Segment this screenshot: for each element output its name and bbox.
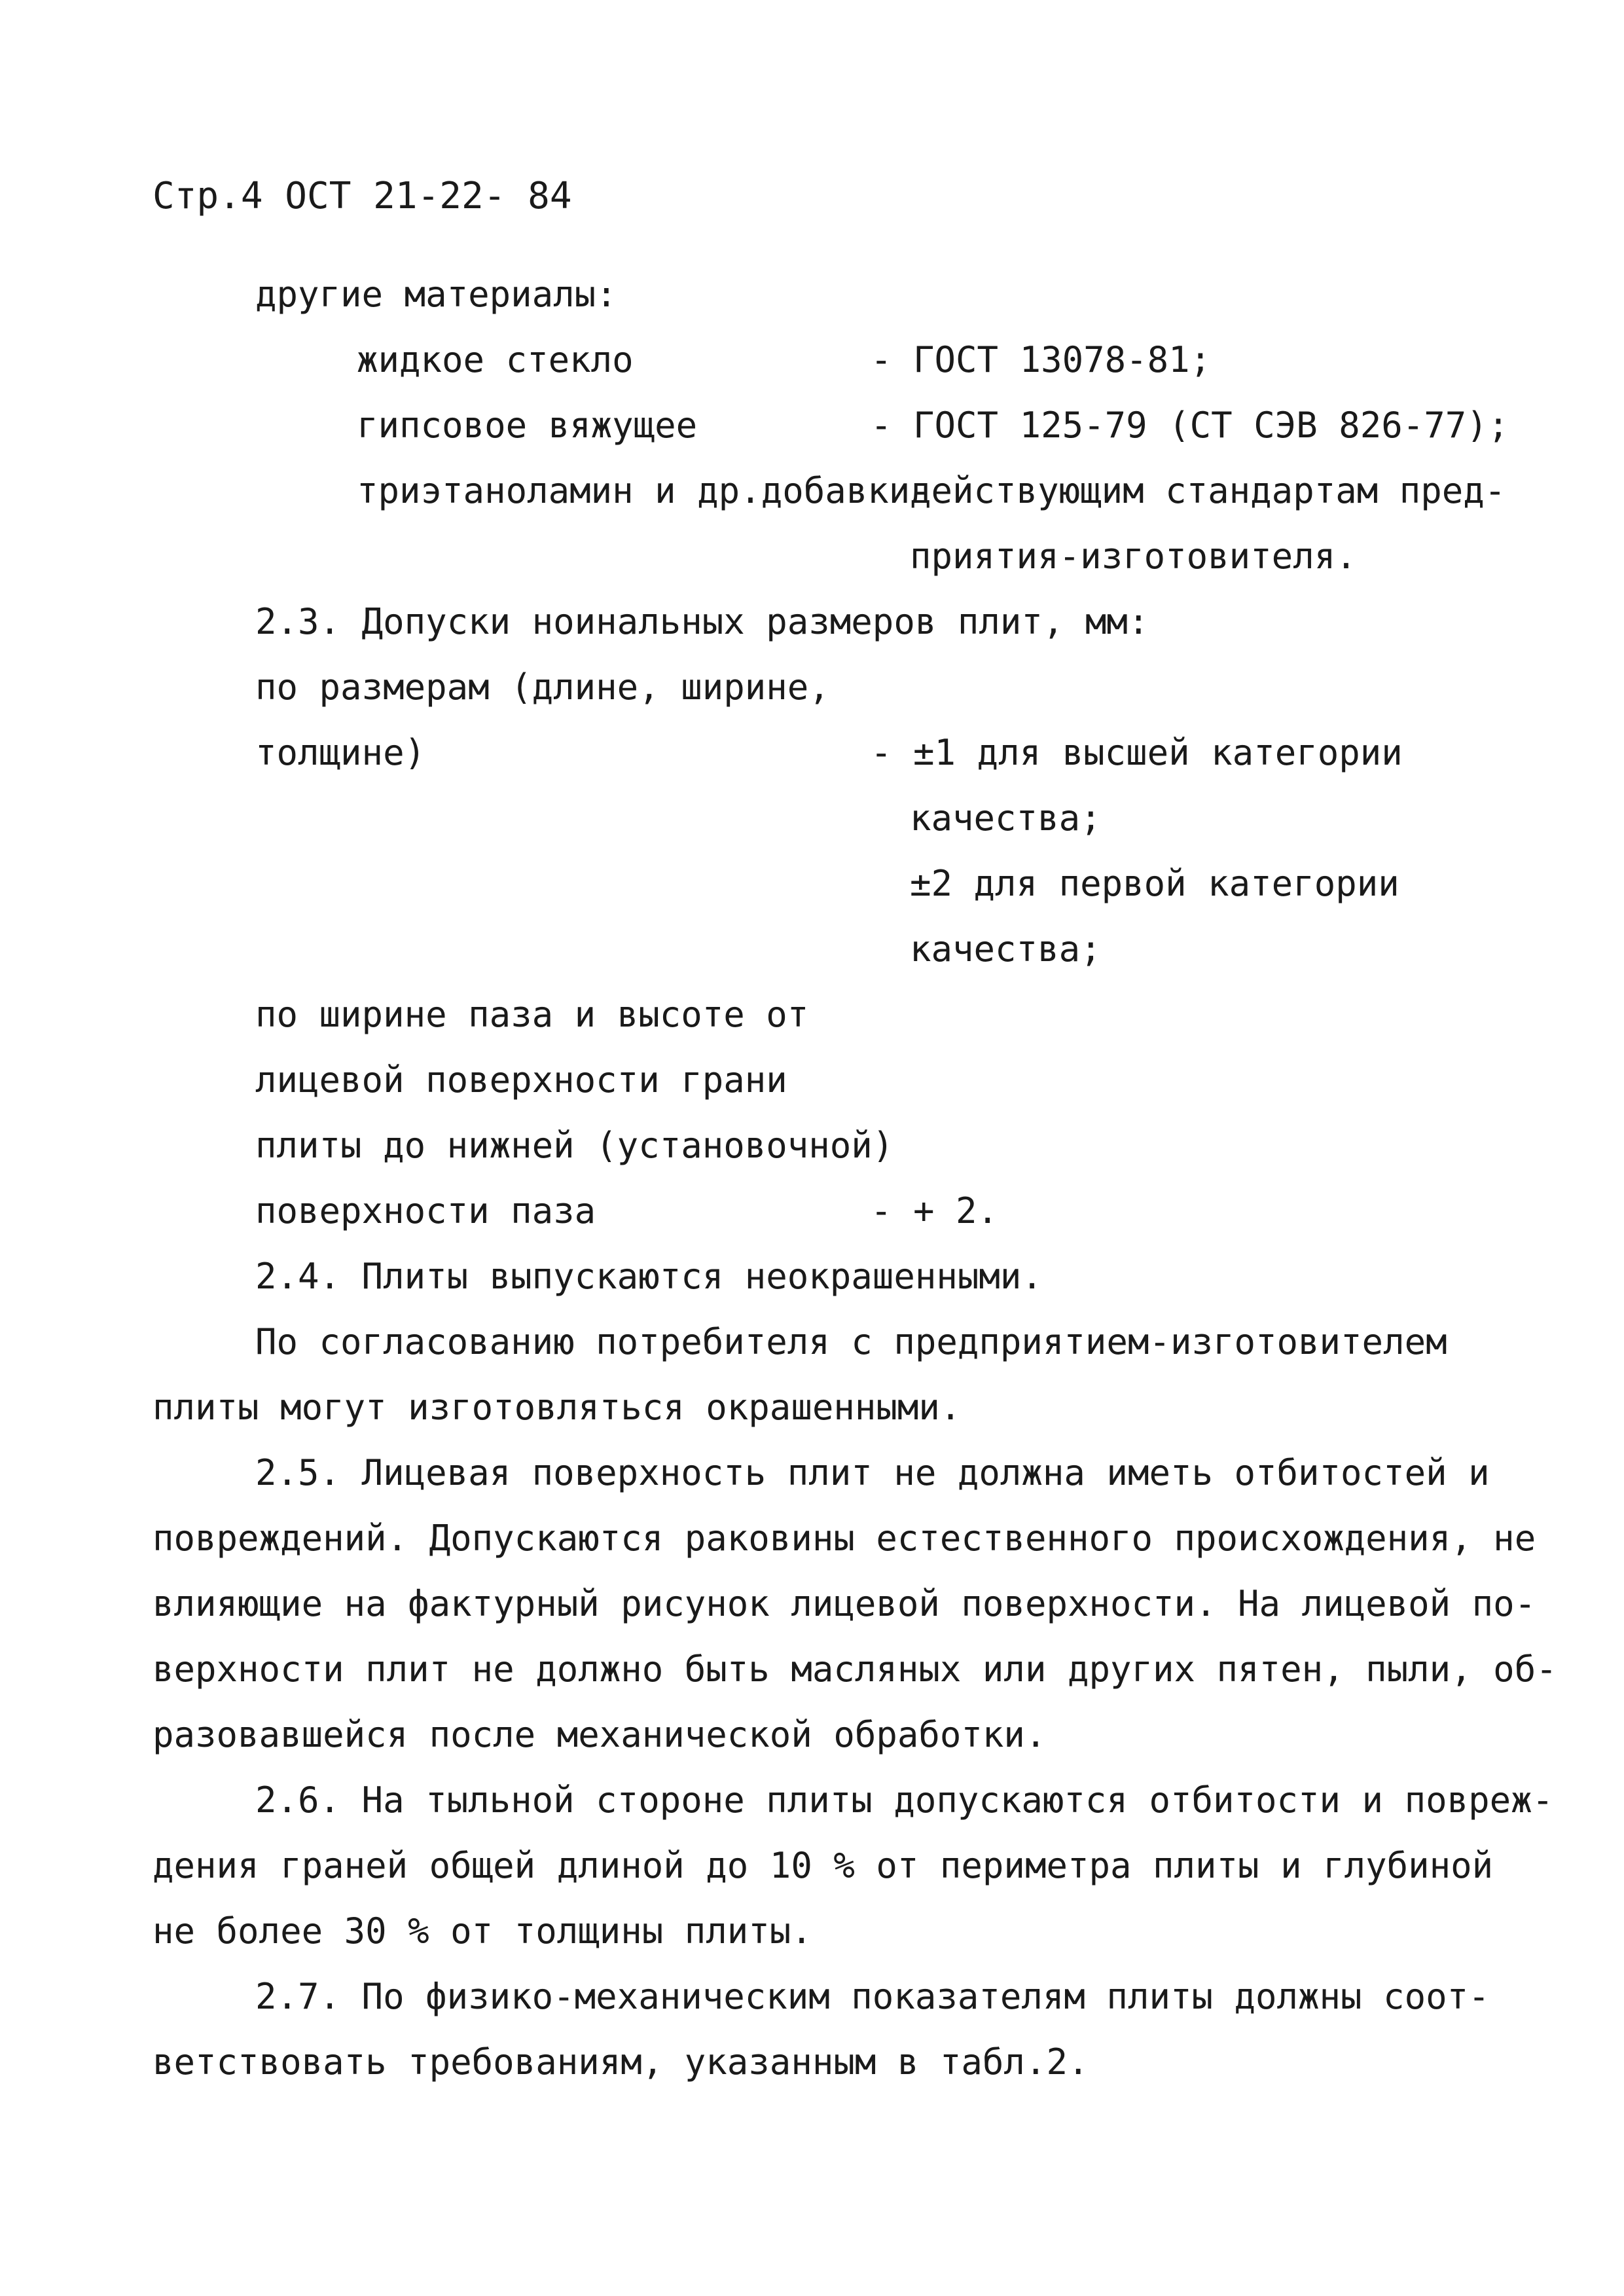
dim-value-line2: качества; [910, 797, 1102, 839]
section-2-5-line5: разовавшейся после механической обработки. [153, 1714, 1047, 1755]
dim-value-line4: качества; [910, 928, 1102, 970]
groove-line1: по ширине паза и высоте от [255, 994, 809, 1035]
section-2-6-line2: дения граней общей длиной до 10 % от периметра плиты и глубиной [153, 1845, 1494, 1886]
section-2-7-line1: 2.7. По физико-механическим показателям плиты должны соот- [255, 1976, 1490, 2017]
materials-intro: другие материалы: [255, 274, 617, 315]
dim-value-line3: ±2 для первой категории [910, 863, 1399, 904]
dim-value-line1: - ±1 для высшей категории [871, 732, 1403, 773]
section-2-4-line2: По согласованию потребителя с предприятием-изготовителем [255, 1321, 1447, 1362]
groove-value: - + 2. [871, 1190, 999, 1231]
section-2-4-line3: плиты могут изготовляться окрашенными. [153, 1387, 962, 1428]
section-2-5-line1: 2.5. Лицевая поверхность плит не должна иметь отбитостей и [255, 1452, 1490, 1493]
material-value-3-cont: приятия-изготовителя. [910, 536, 1357, 577]
material-value-3: действующим стандартам пред- [910, 470, 1506, 511]
material-name-2: гипсовое вяжущее [357, 405, 698, 446]
material-name-3: триэтаноламин и др.добавки- [357, 470, 931, 511]
material-name-1: жидкое стекло [357, 339, 634, 380]
section-2-5-line2: повреждений. Допускаются раковины естественного происхождения, не [153, 1518, 1536, 1559]
groove-line2: лицевой поверхности грани [255, 1059, 787, 1101]
section-2-7-line2: ветствовать требованиям, указанным в табл.2. [153, 2041, 1089, 2083]
section-2-5-line3: влияющие на фактурный рисунок лицевой поверхности. На лицевой по- [153, 1583, 1536, 1624]
dim-label-line2: толщине) [255, 732, 426, 773]
section-2-6-line1: 2.6. На тыльной стороне плиты допускаются отбитости и повреж- [255, 1779, 1554, 1821]
section-2-3-heading: 2.3. Допуски ноинальных размеров плит, мм: [255, 601, 1149, 642]
section-2-4-line1: 2.4. Плиты выпускаются неокрашенными. [255, 1256, 1043, 1297]
groove-line3: плиты до нижней (установочной) [255, 1125, 894, 1166]
material-value-2: - ГОСТ 125-79 (СТ СЭВ 826-77); [871, 405, 1509, 446]
dim-label-line1: по размерам (длине, ширине, [255, 666, 830, 708]
section-2-6-line3: не более 30 % от толщины плиты. [153, 1910, 812, 1952]
section-2-5-line4: верхности плит не должно быть масляных или других пятен, пыли, об- [153, 1649, 1557, 1690]
groove-line4: поверхности паза [255, 1190, 596, 1231]
material-value-1: - ГОСТ 13078-81; [871, 339, 1212, 380]
page-header: Стр.4 ОСТ 21-22- 84 [153, 175, 572, 217]
